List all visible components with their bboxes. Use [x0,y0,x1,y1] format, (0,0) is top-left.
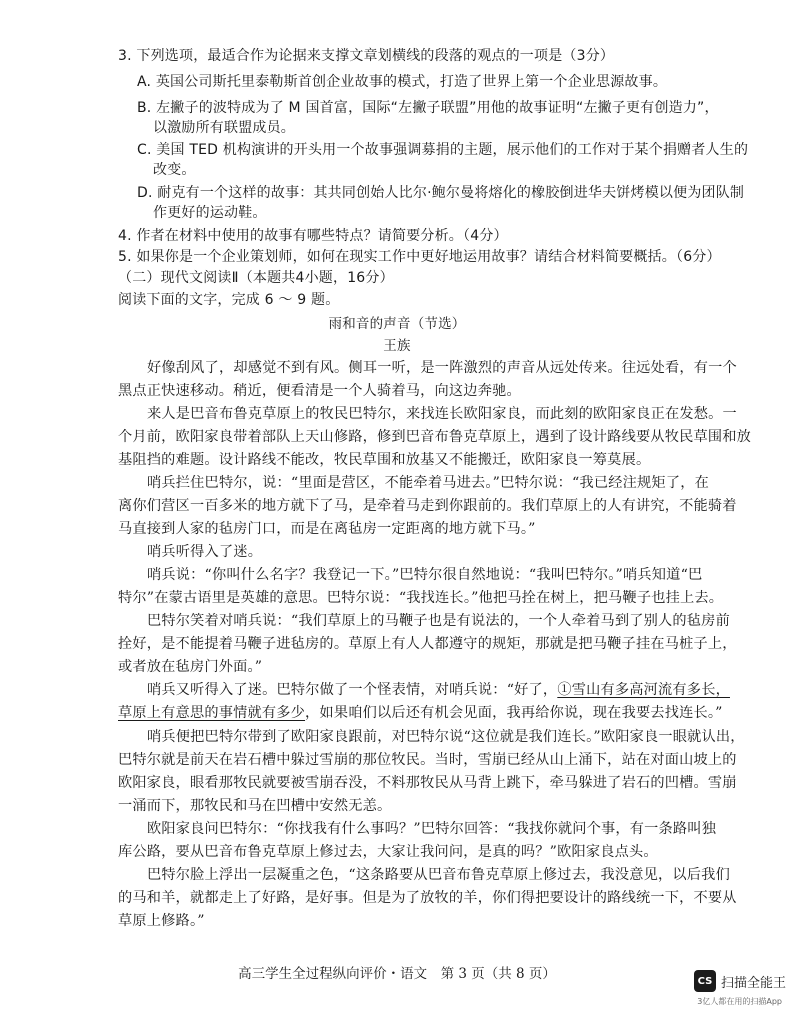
page-footer: 高三学生全过程纵向评价・语文 第 3 页（共 8 页） [238,966,556,982]
paragraph-7-line1 [147,680,730,700]
paragraph-9-line1: 欧阳家良问巴特尔：“你找我有什么事吗？”巴特尔回答：“我找你就问个事，有一条路叫独 [147,821,717,837]
option-a: A. 英国公司斯托里泰勒斯首创企业故事的模式，打造了世界上第一个企业思源故事。 [137,74,668,90]
paragraph-1-line2: 黑点正快速移动。稍近，便看清是一个人骑着马，向这边奔驰。 [118,383,521,399]
paragraph-2-line3: 基阻挡的难题。设计路线不能改，牧民草围和放基又不能搬迁，欧阳家良一筹莫展。 [118,452,651,468]
option-c-line2: 改变。 [153,162,196,178]
question-4: 4. 作者在材料中使用的故事有哪些特点？请简要分析。（4分） [118,228,508,244]
paragraph-7-text: 哨兵又听得入了迷。巴特尔做了一个怪表情，对哨兵说：“好了， [147,682,558,698]
paragraph-7-line2 [118,703,723,723]
paragraph-5-line1: 哨兵说：“你叫什么名字？我登记一下。”巴特尔很自然地说：“我叫巴特尔。”哨兵知道“巴 [147,567,703,583]
reading-instruction: 阅读下面的文字，完成 6 ～ 9 题。 [118,292,340,308]
option-b-line1: B. 左撇子的波特成为了 M 国首富，国际“左撇子联盟”用他的故事证明“左撇子更有创造力”， [137,100,719,116]
option-b-line2: 以激励所有联盟成员。 [153,120,295,136]
paragraph-8-line4: 一涌而下，那牧民和马在凹槽中安然无恙。 [118,798,392,814]
question-5: 5. 如果你是一个企业策划师，如何在现实工作中更好地运用故事？请结合材料简要概括。（6分） [118,249,721,265]
paragraph-9-line2: 库公路，要从巴音布鲁克草原上修过去，大家让我问问，是真的吗？”欧阳家良点头。 [118,844,658,860]
watermark-tagline: 3亿人都在用的扫描App [697,997,782,1006]
paragraph-2-line1: 来人是巴音布鲁克草原上的牧民巴特尔，来找连长欧阳家良，而此刻的欧阳家良正在发愁。一 [147,406,737,422]
paragraph-1-line1: 好像刮风了，却感觉不到有风。侧耳一听，是一阵激烈的声音从远处传来。往远处看，有一个 [147,360,737,376]
paragraph-10-line1: 巴特尔脸上浮出一层凝重之色，“这条路要从巴音布鲁克草原上修过去，我没意见，以后我们 [147,867,730,883]
article-author: 王族 [383,338,411,354]
paragraph-4: 哨兵听得入了迷。 [147,544,263,560]
option-d-line2: 作更好的运动鞋。 [153,205,267,221]
paragraph-7-text-tail: ，如果咱们以后还有机会见面，我再给你说，现在我要去找连长。” [305,705,723,721]
paragraph-8-line1: 哨兵便把巴特尔带到了欧阳家良跟前，对巴特尔说“这位就是我们连长。”欧阳家良一眼就认出， [147,729,745,745]
paragraph-8-line3: 欧阳家良，眼看那牧民就要被雪崩吞没，不料那牧民从马背上跳下，牵马躲进了岩石的凹槽。雪崩 [118,775,737,791]
scanner-watermark [694,970,786,992]
paragraph-3-line3: 马直接到人家的毡房门口，而是在离毡房一定距离的地方就下马。” [118,521,536,537]
section-heading: （二）现代文阅读Ⅱ（本题共4小题，16分） [118,270,394,286]
paragraph-3-line1: 哨兵拦住巴特尔，说：“里面是营区，不能牵着马进去。”巴特尔说：“我已经注规矩了，在 [147,475,709,491]
paragraph-2-line2: 个月前，欧阳家良带着部队上天山修路，修到巴音布鲁克草原上，遇到了设计路线要从牧民草围和放 [118,429,752,445]
paragraph-5-line2: 特尔”在蒙古语里是英雄的意思。巴特尔说：“我找连长。”他把马拴在树上，把马鞭子也挂上去。 [118,590,724,606]
paragraph-6-line3: 或者放在毡房门外面。” [118,659,263,675]
paragraph-3-line2: 离你们营区一百多米的地方就下了马，是牵着马走到你跟前的。我们草原上的人有讲究，不能骑着 [118,498,737,514]
article-title: 雨和音的声音（节选） [328,316,466,332]
paragraph-6-line2: 拴好，是不能提着马鞭子进毡房的。草原上有人人都遵守的规矩，那就是把马鞭子挂在马桩子上， [118,636,737,652]
paragraph-10-line2: 的马和羊，就都走上了好路，是好事。但是为了放牧的羊，你们得把要设计的路线统一下，不要从 [118,890,737,906]
underlined-passage-part2: 草原上有意思的事情就有多少 [118,705,306,721]
watermark-app-name: 扫描全能王 [720,975,786,991]
option-d-line1: D. 耐克有一个这样的故事：其共同创始人比尔·鲍尔曼将熔化的橡胶倒进华夫饼烤模以便为团队制 [137,185,745,201]
camscanner-logo-icon: CS [694,970,716,992]
option-c-line1: C. 美国 TED 机构演讲的开头用一个故事强调募捐的主题，展示他们的工作对于某个捐赠者人生的 [137,142,749,158]
paragraph-6-line1: 巴特尔笑着对哨兵说：“我们草原上的马鞭子也是有说法的，一个人牵着马到了别人的毡房前 [147,613,730,629]
underlined-passage-part1: ①雪山有多高河流有多长， [557,682,730,698]
paragraph-10-line3: 草原上修路。” [118,913,205,929]
question-3: 3. 下列选项，最适合作为论据来支撑文章划横线的段落的观点的一项是（3分） [118,48,615,64]
paragraph-8-line2: 巴特尔就是前天在岩石槽中躲过雪崩的那位牧民。当时，雪崩已经从山上涌下，站在对面山坡上的 [118,752,737,768]
